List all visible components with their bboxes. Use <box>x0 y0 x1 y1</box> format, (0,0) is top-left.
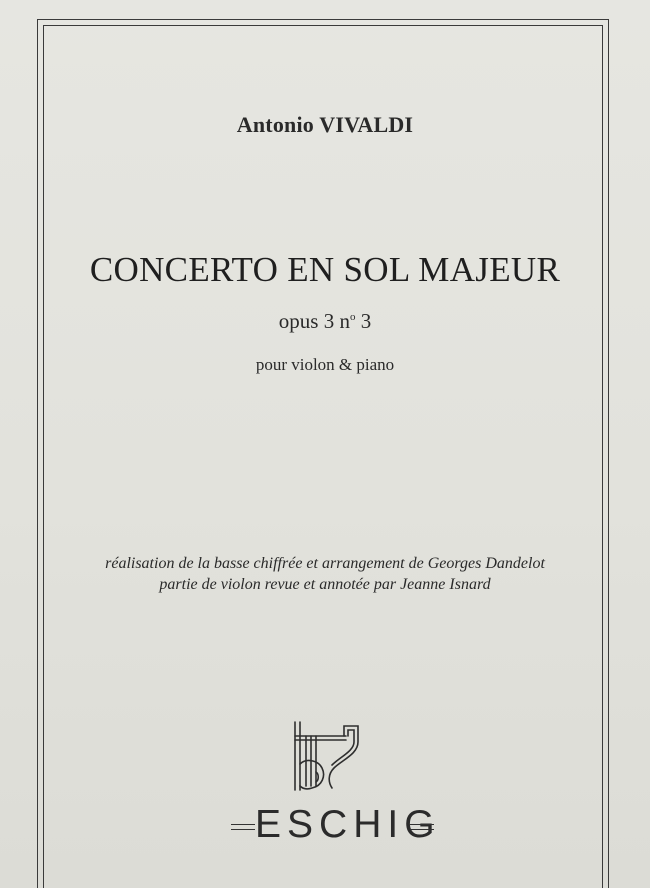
work-title: CONCERTO EN SOL MAJEUR <box>89 250 561 289</box>
composer-name: Antonio VIVALDI <box>236 112 414 137</box>
publisher-name: ESCHIG <box>255 803 441 846</box>
opus-number <box>0 309 650 334</box>
publisher-rule-left <box>231 824 255 830</box>
credit-line-violin: partie de violon revue et annotée par Jeanne Isnard <box>159 576 491 593</box>
opus-superscript: o <box>349 311 356 323</box>
eschig-lyre-logo-icon <box>286 720 366 792</box>
opus-prefix: opus 3 n <box>278 309 350 333</box>
opus-number-value: 3 <box>355 309 372 333</box>
publisher-rule-right <box>410 824 434 830</box>
credit-line-arrangement: réalisation de la basse chiffrée et arrangement de Georges Dandelot <box>105 555 545 572</box>
instrumentation: pour violon & piano <box>255 355 395 374</box>
credits-block <box>0 553 650 595</box>
